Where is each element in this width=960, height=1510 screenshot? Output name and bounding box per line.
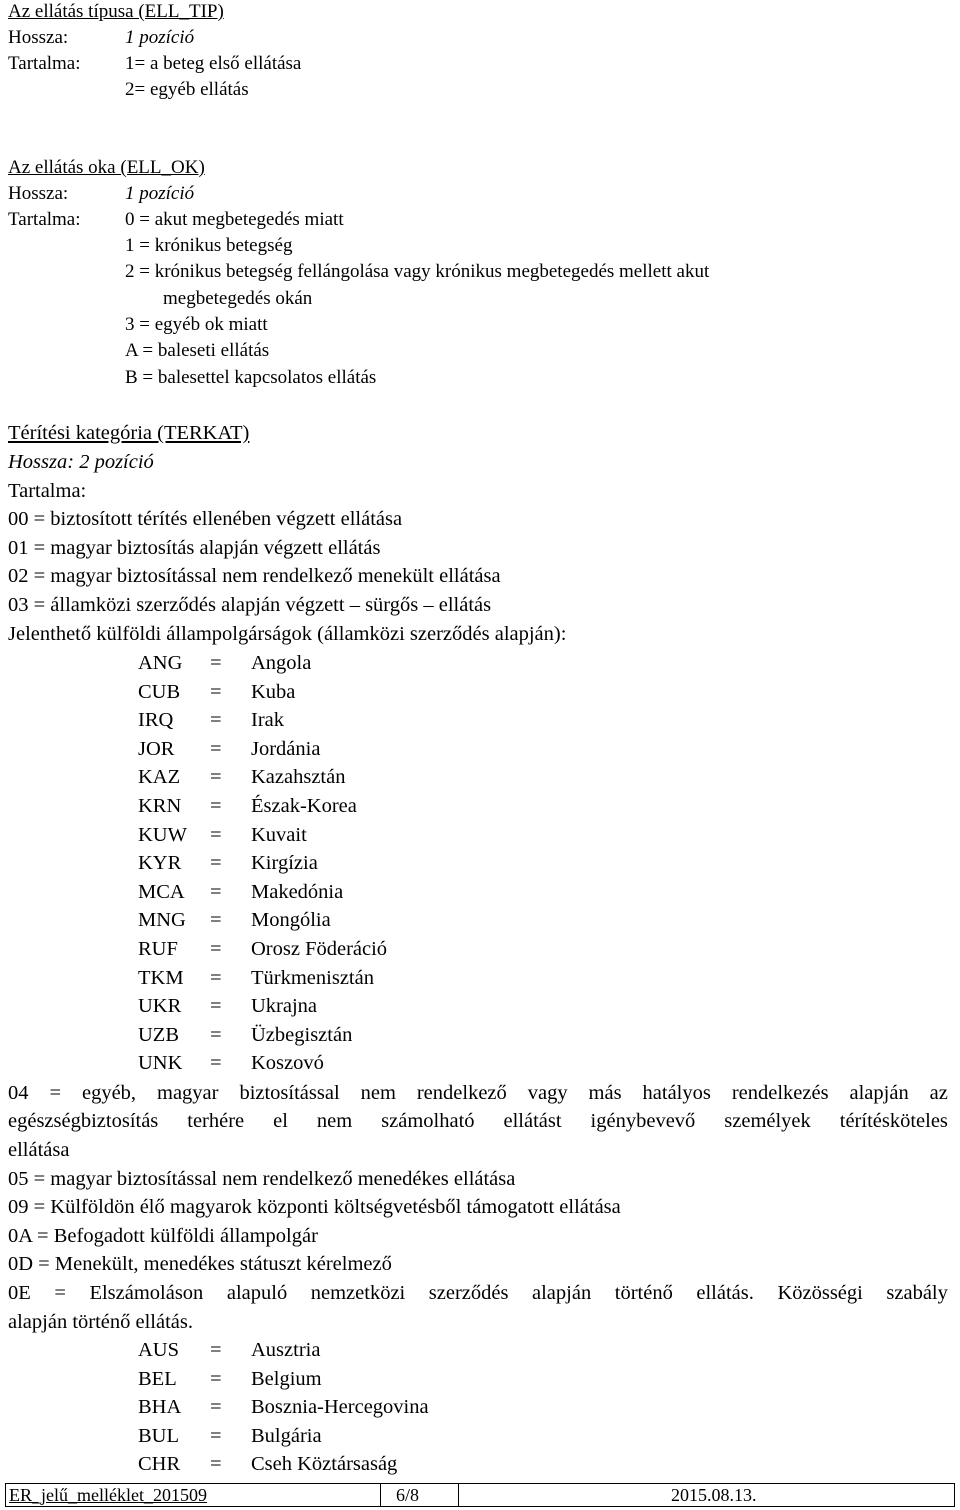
word: 04 (8, 1082, 29, 1104)
list-item: 0A = Befogadott külföldi állampolgár (8, 1225, 318, 1247)
country-name: Jordánia (251, 737, 321, 760)
item-04-line2 (8, 1109, 948, 1133)
equals-sign: = (210, 709, 222, 732)
country-name: Üzbegisztán (251, 1023, 353, 1046)
country-code: KUW (138, 823, 187, 846)
country-code: JOR (138, 737, 175, 760)
country-row (138, 880, 343, 904)
word: nemzetközi (310, 1282, 406, 1304)
footer-date: 2015.08.13. (671, 1485, 757, 1505)
word: nem (316, 1110, 353, 1132)
word: ellátást (503, 1110, 562, 1132)
word: nem (360, 1082, 396, 1104)
country-code: UZB (138, 1023, 179, 1046)
item-0e-line1 (8, 1281, 948, 1305)
list-item: 0D = Menekült, menedékes státuszt kérelmező (8, 1253, 392, 1275)
equals-sign: = (210, 880, 222, 903)
section-title-ell-ok: Az ellátás oka (ELL_OK) (8, 157, 205, 178)
footer-divider (458, 1484, 460, 1506)
list-item: 01 = magyar biztosítás alapján végzett ellátás (8, 537, 381, 559)
equals-sign: = (210, 1367, 222, 1390)
section-title-ell-tip: Az ellátás típusa (ELL_TIP) (8, 1, 224, 22)
country-name: Makedónia (251, 880, 344, 903)
country-name: Kuvait (251, 823, 307, 846)
country-name: Irak (251, 709, 285, 732)
country-row (138, 823, 307, 847)
footer-doc-name (9, 1484, 207, 1506)
country-row (138, 708, 284, 732)
footer-divider (380, 1484, 382, 1506)
list-item: 1= a beteg első ellátása (125, 53, 302, 74)
country-name: Kuba (251, 680, 296, 703)
country-row (138, 1395, 429, 1419)
length-row (8, 27, 194, 49)
country-code: MNG (138, 909, 186, 932)
list-item: 00 = biztosított térítés ellenében végzett ellátása (8, 508, 403, 530)
length-label: Hossza: (8, 183, 69, 204)
country-code: IRQ (138, 709, 174, 732)
list-item: 2 = krónikus betegség fellángolása vagy krónikus megbetegedés mellett akut (125, 261, 710, 282)
country-name: Mongólia (251, 909, 331, 932)
country-row (138, 1023, 352, 1047)
list-item: Jelenthető külföldi állampolgárságok (államközi szerződés alapján): (8, 623, 567, 645)
list-item: 03 = államközi szerződés alapján végzett – sürgős – ellátás (8, 594, 492, 616)
list-item: B = balesettel kapcsolatos ellátás (125, 367, 377, 388)
item-0e-line2: alapján történő ellátás. (8, 1311, 193, 1333)
list-item: 09 = Külföldön élő magyarok központi költségvetésből támogatott ellátása (8, 1196, 621, 1218)
length-value: 1 pozíció (125, 27, 195, 48)
word: = (54, 1282, 66, 1304)
country-code: CUB (138, 680, 181, 703)
list-item: A = baleseti ellátás (125, 340, 270, 361)
word: biztosítással (239, 1082, 340, 1104)
equals-sign: = (210, 1424, 222, 1447)
footer-page-number: 6/8 (396, 1485, 420, 1505)
word: történő (614, 1282, 673, 1304)
equals-sign: = (210, 795, 222, 817)
country-row (138, 1338, 320, 1362)
length-value: Hossza: 2 pozíció (8, 451, 154, 473)
item-04-line1 (8, 1081, 948, 1105)
word: igénybevevő (590, 1110, 696, 1132)
country-code: CHR (138, 1453, 181, 1476)
equals-sign: = (210, 737, 222, 760)
country-name: Cseh Köztársaság (251, 1453, 398, 1476)
word: alapján (849, 1082, 909, 1104)
word: egyéb, (81, 1082, 137, 1104)
equals-sign: = (210, 852, 222, 875)
list-item: 05 = magyar biztosítással nem rendelkező menedékes ellátása (8, 1168, 516, 1190)
content-label: Tartalma: (8, 53, 81, 74)
word: el (273, 1110, 288, 1132)
equals-sign: = (210, 823, 222, 846)
country-name: Koszovó (251, 1052, 324, 1075)
country-row (138, 994, 317, 1018)
country-code: ANG (138, 652, 183, 674)
word: egészségbiztosítás (8, 1110, 159, 1132)
equals-sign: = (210, 1396, 222, 1419)
country-row (138, 937, 387, 961)
equals-sign: = (210, 680, 222, 703)
word: 0E (8, 1282, 31, 1304)
country-name: Belgium (251, 1367, 322, 1390)
word: számolható (381, 1110, 475, 1132)
word: szabály (886, 1282, 948, 1304)
country-row (138, 1367, 322, 1391)
equals-sign: = (210, 766, 222, 789)
equals-sign: = (210, 1339, 222, 1361)
country-code: AUS (138, 1339, 180, 1361)
list-item-continuation: megbetegedés okán (163, 288, 313, 309)
country-row (138, 651, 311, 675)
country-row (138, 737, 320, 761)
equals-sign: = (210, 909, 222, 932)
list-item: 02 = magyar biztosítással nem rendelkező menekült ellátása (8, 565, 501, 587)
country-row (138, 794, 357, 818)
country-name: Ausztria (251, 1339, 321, 1361)
country-code: KYR (138, 852, 182, 875)
equals-sign: = (210, 1023, 222, 1046)
country-name: Észak-Korea (251, 795, 357, 817)
word: terhére (187, 1110, 245, 1132)
word: magyar (157, 1082, 219, 1104)
country-name: Angola (251, 652, 312, 674)
length-value: 1 pozíció (125, 183, 195, 204)
equals-sign: = (210, 1052, 222, 1075)
list-item: 1 = krónikus betegség (125, 235, 293, 256)
country-code: BHA (138, 1396, 182, 1419)
country-row (138, 765, 345, 789)
word: alapján (532, 1282, 592, 1304)
country-name: Ukrajna (251, 995, 318, 1018)
word: hatályos (642, 1082, 711, 1104)
word: az (929, 1082, 948, 1104)
country-row (138, 680, 295, 704)
country-row (138, 851, 318, 875)
content-label: Tartalma: (8, 209, 81, 230)
country-row (138, 1424, 322, 1448)
equals-sign: = (210, 966, 222, 989)
equals-sign: = (210, 995, 222, 1018)
country-name: Bosznia-Hercegovina (251, 1396, 429, 1419)
country-code: KRN (138, 795, 182, 817)
equals-sign: = (210, 938, 222, 960)
equals-sign: = (210, 652, 222, 674)
footer-doc-name-text: ER_jelű_melléklet_201509 (9, 1485, 207, 1505)
word: szerződés (428, 1282, 509, 1304)
content-row (8, 53, 301, 75)
word: ellátás. (696, 1282, 754, 1304)
word: más (588, 1082, 622, 1104)
length-label: Hossza: (8, 27, 69, 48)
country-code: TKM (138, 966, 184, 989)
word: vagy (527, 1082, 568, 1104)
word: térítésköteles (839, 1110, 948, 1132)
country-code: UKR (138, 995, 182, 1018)
country-name: Bulgária (251, 1424, 322, 1447)
country-code: MCA (138, 880, 185, 903)
length-row (8, 183, 194, 205)
word: Elszámoláson (89, 1282, 204, 1304)
word: rendelkező (416, 1082, 507, 1104)
section-title-terkat: Térítési kategória (TERKAT) (8, 422, 250, 444)
country-code: RUF (138, 938, 178, 960)
equals-sign: = (210, 1453, 222, 1476)
country-code: KAZ (138, 766, 181, 789)
list-item: 0 = akut megbetegedés miatt (125, 209, 344, 230)
list-item: 3 = egyéb ok miatt (125, 314, 268, 335)
country-code: BEL (138, 1367, 177, 1390)
word: alapuló (226, 1282, 288, 1304)
country-name: Orosz Föderáció (251, 938, 388, 960)
content-row (8, 209, 344, 231)
country-row (138, 966, 374, 990)
word: Közösségi (777, 1282, 863, 1304)
country-row (138, 908, 331, 932)
country-name: Türkmenisztán (251, 966, 374, 989)
content-label: Tartalma: (8, 480, 87, 502)
word: rendelkezés (731, 1082, 829, 1104)
country-row (138, 1051, 324, 1075)
page-footer (5, 1483, 955, 1507)
list-item: 2= egyéb ellátás (125, 79, 249, 100)
country-code: BUL (138, 1424, 179, 1447)
country-name: Kirgízia (251, 852, 318, 875)
country-row (138, 1452, 397, 1476)
country-name: Kazahsztán (251, 766, 346, 789)
word: személyek (724, 1110, 811, 1132)
country-code: UNK (138, 1052, 183, 1075)
item-04-line3: ellátása (8, 1139, 70, 1161)
word: = (49, 1082, 62, 1104)
